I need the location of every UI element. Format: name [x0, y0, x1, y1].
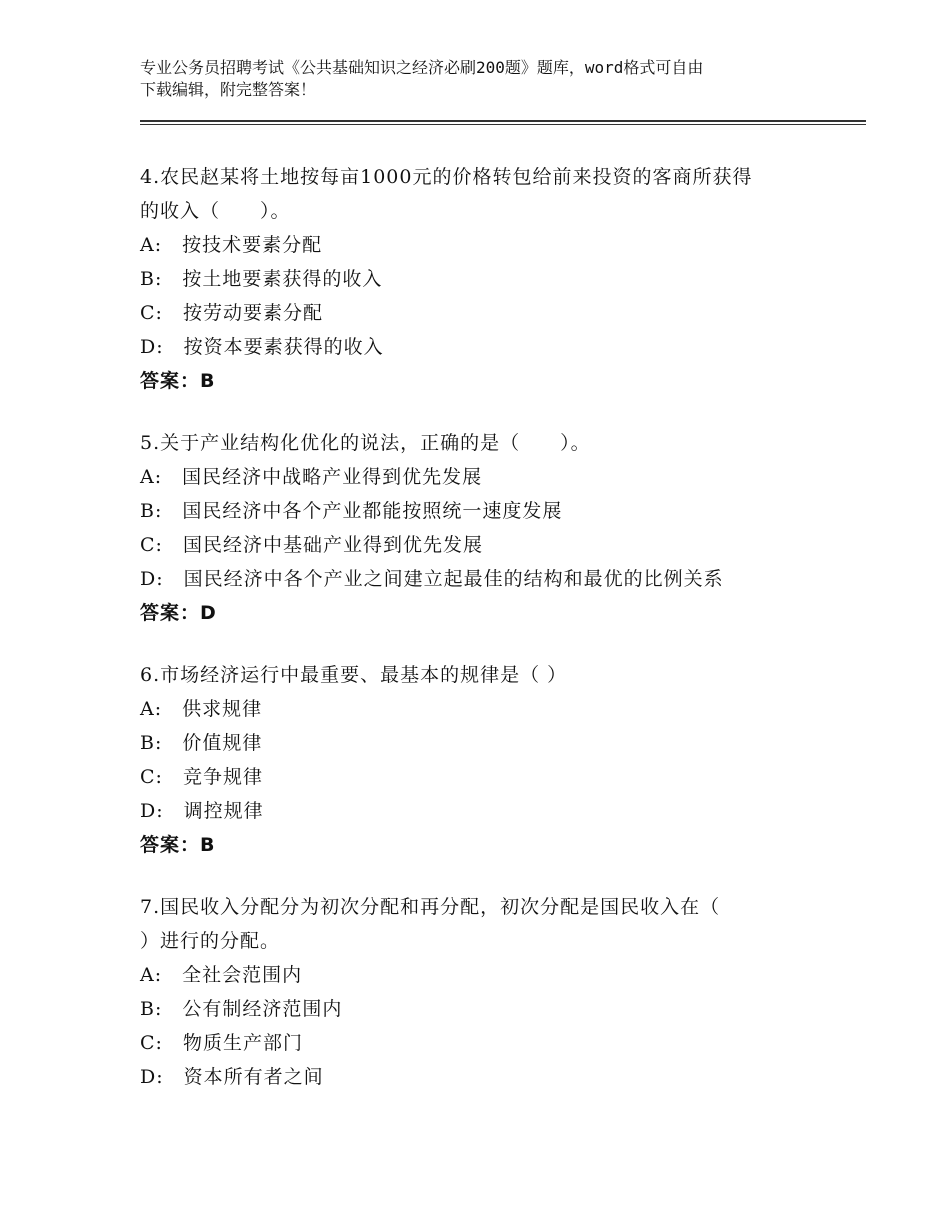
option-a: A: 按技术要素分配 — [140, 234, 323, 256]
question-stem — [140, 160, 840, 228]
question-list — [140, 160, 840, 1122]
question-stem — [140, 426, 840, 460]
answer-label: 答案：B — [140, 834, 216, 856]
question-5 — [140, 426, 840, 630]
question-stem — [140, 658, 840, 692]
option-c: C: 物质生产部门 — [140, 1032, 303, 1054]
question-stem — [140, 890, 840, 958]
option-b: B: 按土地要素获得的收入 — [140, 268, 383, 290]
stem-line: 的收入（ ）。 — [140, 200, 291, 222]
option-d: D: 按资本要素获得的收入 — [140, 336, 384, 358]
option-c: C: 国民经济中基础产业得到优先发展 — [140, 534, 483, 556]
stem-line: 6.市场经济运行中最重要、最基本的规律是（ ） — [140, 664, 568, 686]
option-d: D: 国民经济中各个产业之间建立起最佳的结构和最优的比例关系 — [140, 568, 724, 590]
stem-line: ）进行的分配。 — [140, 930, 281, 952]
stem-line: 7.国民收入分配分为初次分配和再分配，初次分配是国民收入在（ — [140, 896, 721, 918]
answer-label: 答案：B — [140, 370, 216, 392]
option-c: C: 按劳动要素分配 — [140, 302, 323, 324]
option-b: B: 价值规律 — [140, 732, 263, 754]
option-d: D: 调控规律 — [140, 800, 264, 822]
option-d: D: 资本所有者之间 — [140, 1066, 324, 1088]
header-divider — [140, 120, 866, 126]
question-4 — [140, 160, 840, 398]
document-header — [140, 57, 810, 101]
question-7 — [140, 890, 840, 1094]
divider-thick-line — [140, 120, 866, 122]
header-line-1: 专业公务员招聘考试《公共基础知识之经济必刷200题》题库，word格式可自由 — [140, 58, 704, 77]
stem-line: 4.农民赵某将土地按每亩1000元的价格转包给前来投资的客商所获得 — [140, 166, 753, 188]
option-a: A: 全社会范围内 — [140, 964, 303, 986]
option-c: C: 竞争规律 — [140, 766, 263, 788]
answer-label: 答案：D — [140, 602, 217, 624]
stem-line: 5.关于产业结构化优化的说法，正确的是（ ）。 — [140, 432, 591, 454]
option-b: B: 公有制经济范围内 — [140, 998, 343, 1020]
option-a: A: 供求规律 — [140, 698, 263, 720]
option-a: A: 国民经济中战略产业得到优先发展 — [140, 466, 483, 488]
divider-thin-line — [140, 124, 866, 125]
option-b: B: 国民经济中各个产业都能按照统一速度发展 — [140, 500, 563, 522]
question-6 — [140, 658, 840, 862]
header-line-2: 下载编辑，附完整答案！ — [140, 80, 317, 99]
